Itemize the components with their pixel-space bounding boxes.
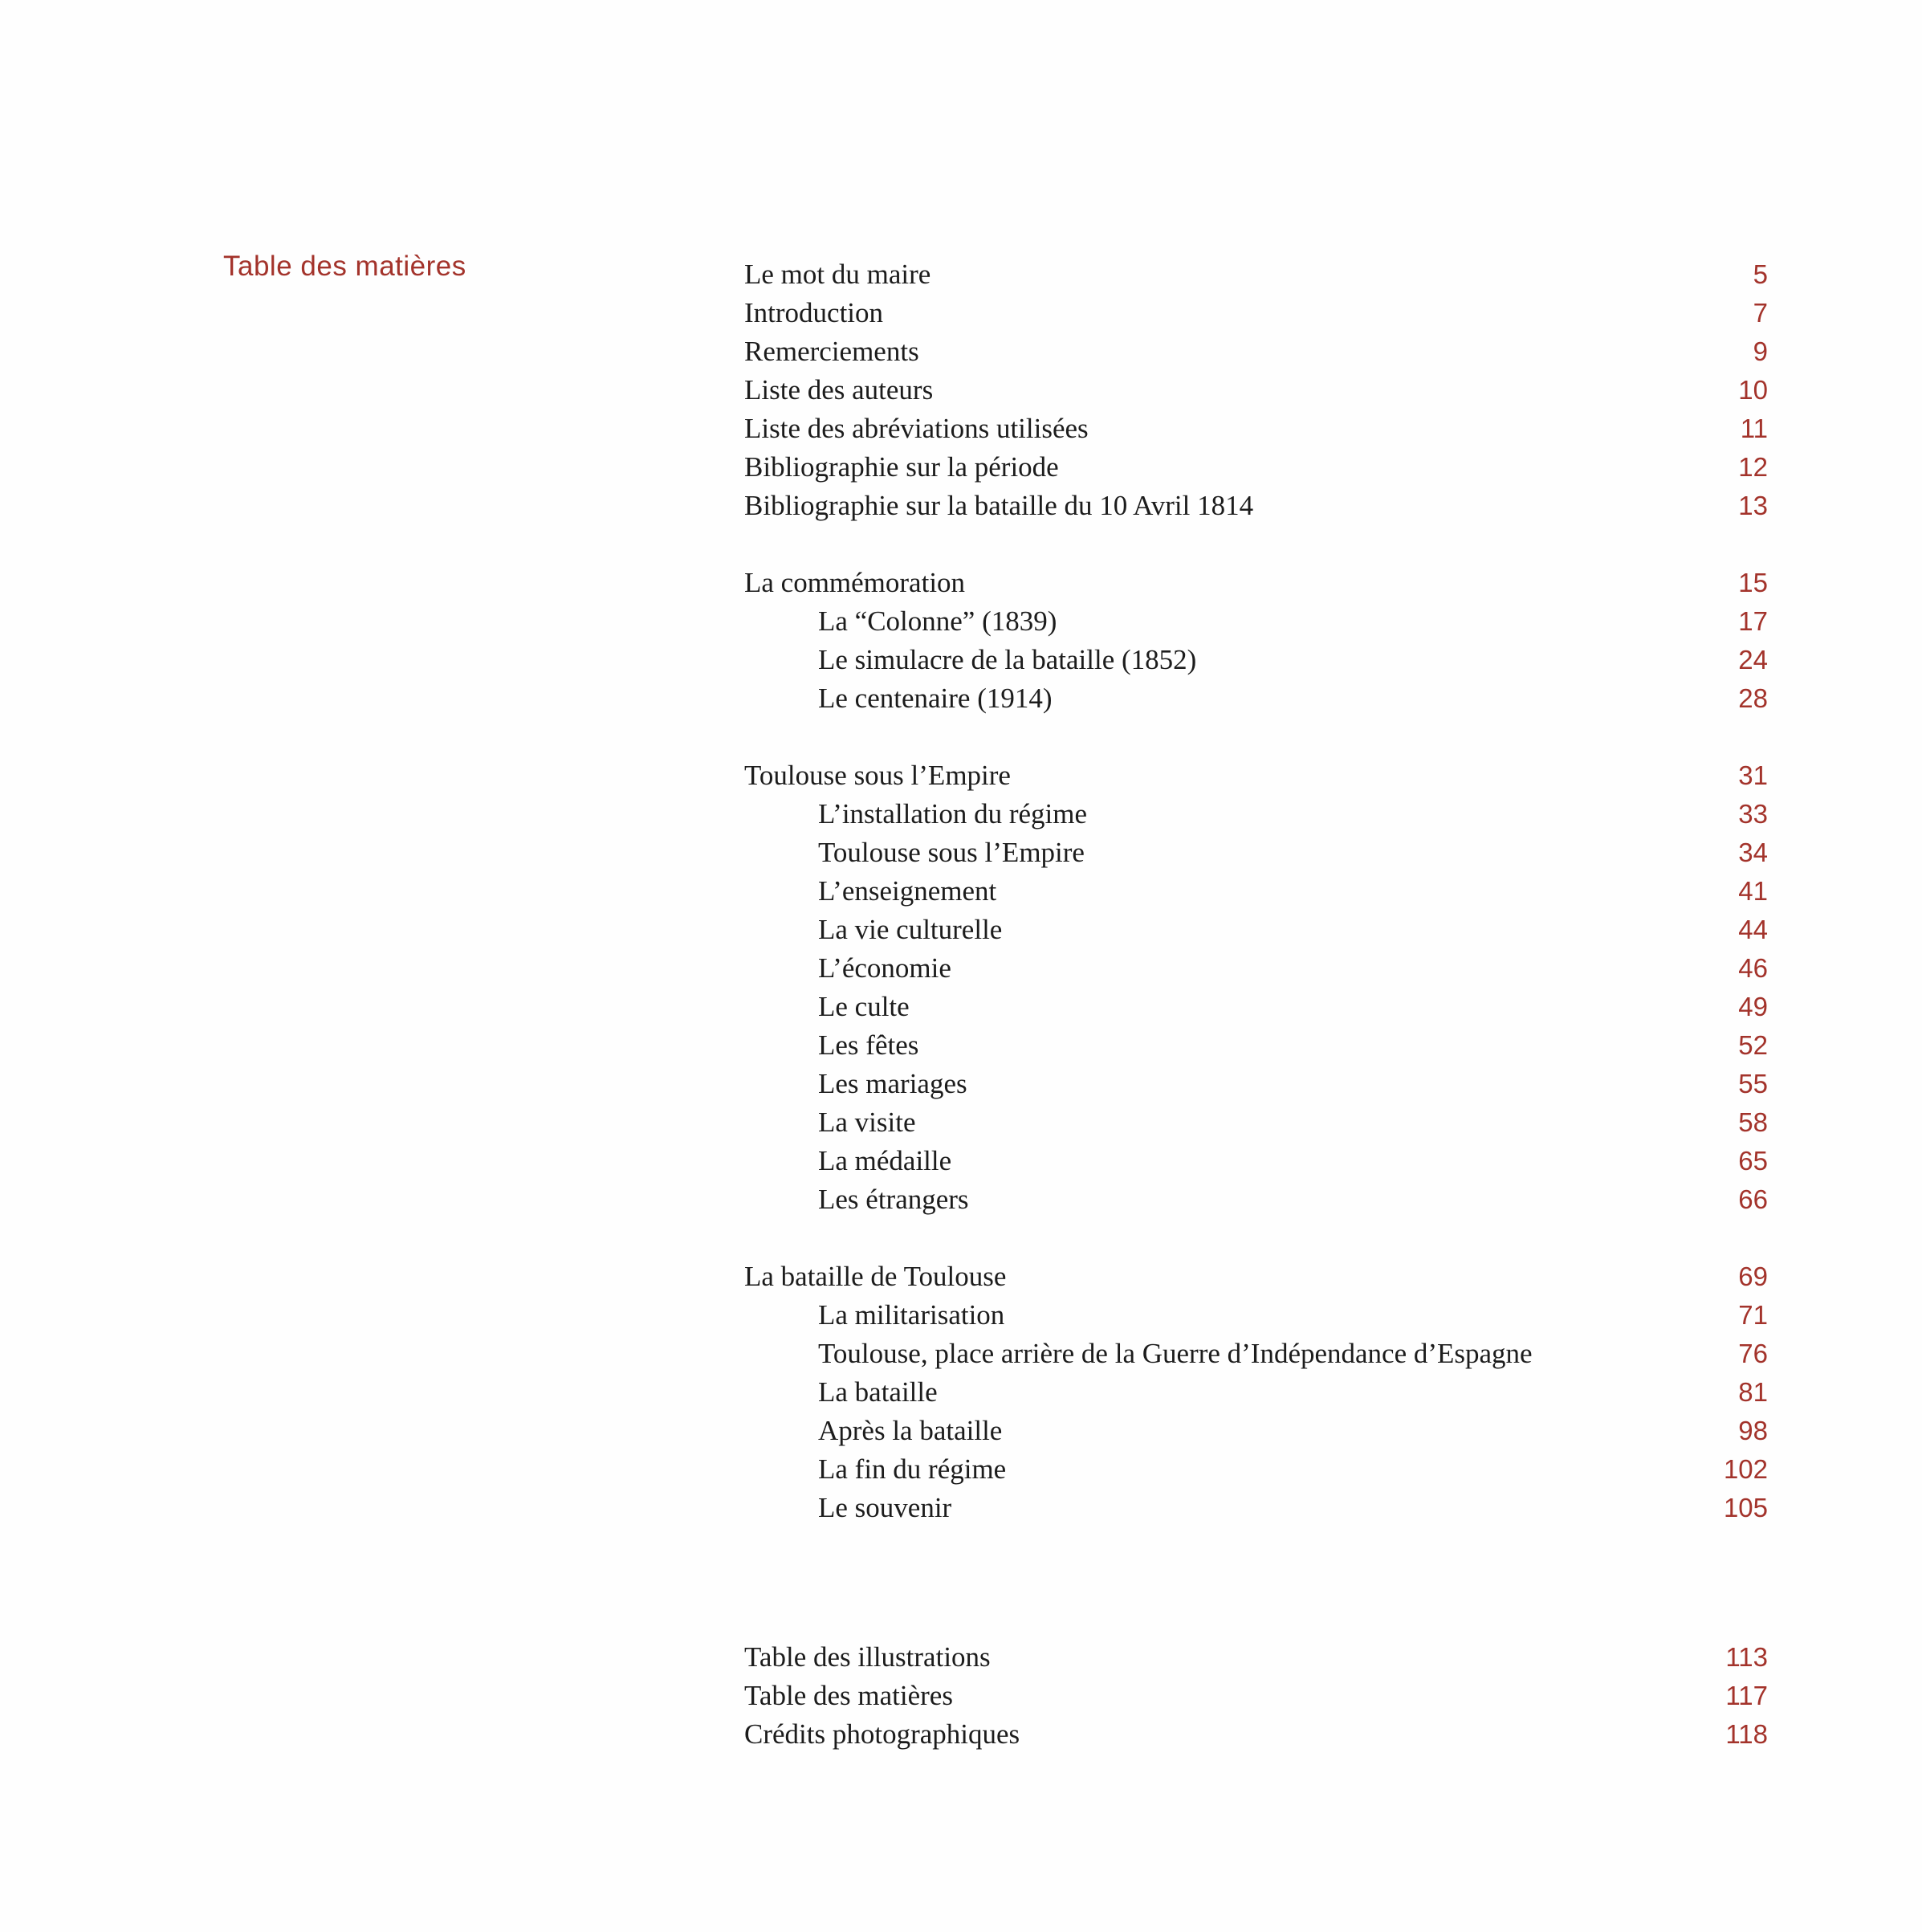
toc-entry-page-number: 58 — [1738, 1107, 1768, 1137]
toc-entry-label: Toulouse sous l’Empire — [818, 837, 1085, 868]
toc-entry-page-number: 34 — [1738, 838, 1768, 867]
toc-entry-page-number: 81 — [1738, 1377, 1768, 1407]
toc-entry-label: Remerciements — [744, 336, 919, 367]
toc-entry — [0, 448, 1922, 487]
toc-entry-page-number: 44 — [1738, 915, 1768, 944]
toc-entry — [0, 1257, 1922, 1296]
toc-entry-label: L’installation du régime — [818, 798, 1088, 829]
toc-entry-label: La militarisation — [818, 1299, 1005, 1331]
toc-entry-page-number: 118 — [1725, 1719, 1768, 1749]
toc-entry — [0, 1373, 1922, 1412]
toc-entry — [0, 1335, 1922, 1373]
toc-entry-label: Les fêtes — [818, 1029, 919, 1061]
toc-entry-label: Bibliographie sur la bataille du 10 Avril 1814 — [744, 490, 1254, 521]
toc-entry — [0, 255, 1922, 294]
toc-entry-page-number: 13 — [1738, 491, 1768, 520]
toc-entry-label: Table des illustrations — [744, 1641, 991, 1673]
toc-entry-page-number: 33 — [1738, 799, 1768, 829]
toc-entry-page-number: 11 — [1740, 414, 1768, 443]
toc-entry-label: Le souvenir — [818, 1492, 952, 1523]
toc-entry-page-number: 55 — [1738, 1069, 1768, 1098]
toc-entry-page-number: 28 — [1738, 683, 1768, 713]
toc-entry-page-number: 71 — [1738, 1300, 1768, 1330]
toc-entry-label: Crédits photographiques — [744, 1718, 1020, 1750]
toc-entry-label: La “Colonne” (1839) — [818, 605, 1057, 637]
toc-entry-label: Le mot du maire — [744, 259, 931, 290]
toc-entry-page-number: 12 — [1738, 452, 1768, 482]
toc-entry-label: Bibliographie sur la période — [744, 451, 1059, 483]
toc-entry-page-number: 10 — [1738, 375, 1768, 405]
toc-entry — [0, 410, 1922, 448]
toc-entry — [0, 487, 1922, 525]
toc-entry-page-number: 52 — [1738, 1030, 1768, 1060]
toc-entry-label: Liste des auteurs — [744, 374, 934, 406]
toc-entry-page-number: 31 — [1738, 760, 1768, 790]
toc-entry — [0, 872, 1922, 911]
toc-entry-label: Introduction — [744, 297, 884, 328]
toc-entry-page-number: 46 — [1738, 953, 1768, 983]
toc-entry — [0, 1412, 1922, 1450]
toc-entry-page-number: 102 — [1723, 1454, 1768, 1484]
toc-entry-label: Les mariages — [818, 1068, 967, 1099]
toc-entry-label: L’enseignement — [818, 875, 997, 907]
toc-entry — [0, 679, 1922, 718]
toc-entry-page-number: 69 — [1738, 1262, 1768, 1291]
toc-entry — [0, 1103, 1922, 1142]
toc-entry-page-number: 15 — [1738, 568, 1768, 597]
toc-entry-page-number: 7 — [1753, 298, 1768, 328]
toc-entry-page-number: 76 — [1738, 1339, 1768, 1368]
toc-entry-label: La fin du régime — [818, 1453, 1007, 1485]
toc-entry-label: Toulouse sous l’Empire — [744, 760, 1011, 791]
toc-entry-page-number: 17 — [1738, 606, 1768, 636]
toc-entry-label: La médaille — [818, 1145, 952, 1176]
toc-entry — [0, 1296, 1922, 1335]
toc-entry — [0, 1450, 1922, 1489]
toc-entry-page-number: 113 — [1725, 1642, 1768, 1672]
toc-entry — [0, 1638, 1922, 1677]
toc-entry-page-number: 105 — [1723, 1493, 1768, 1522]
toc-entry-label: La visite — [818, 1107, 916, 1138]
toc-entry-page-number: 98 — [1738, 1416, 1768, 1445]
toc-entry-label: Table des matières — [744, 1680, 953, 1711]
toc-entry — [0, 756, 1922, 795]
toc-entry-page-number: 117 — [1725, 1681, 1768, 1710]
toc-entry-label: Le culte — [818, 991, 910, 1022]
toc-entry — [0, 641, 1922, 679]
toc-entry-page-number: 41 — [1738, 876, 1768, 906]
toc-entry — [0, 1489, 1922, 1527]
toc-entry-page-number: 9 — [1753, 336, 1768, 366]
toc-entry-label: Liste des abréviations utilisées — [744, 413, 1089, 444]
toc-entry-page-number: 65 — [1738, 1146, 1768, 1176]
toc-entry-label: La bataille — [818, 1376, 938, 1408]
toc-entry — [0, 1026, 1922, 1065]
toc-entry — [0, 294, 1922, 332]
toc-entry-label: Après la bataille — [818, 1415, 1003, 1446]
toc-entry-label: Le simulacre de la bataille (1852) — [818, 644, 1197, 675]
toc-entry — [0, 1142, 1922, 1180]
toc-entry-page-number: 24 — [1738, 645, 1768, 675]
toc-entry-label: Toulouse, place arrière de la Guerre d’Indépendance d’Espagne — [818, 1338, 1533, 1369]
toc-entry — [0, 602, 1922, 641]
toc-entry-page-number: 5 — [1753, 259, 1768, 289]
toc-entry-page-number: 66 — [1738, 1184, 1768, 1214]
toc-entry — [0, 1677, 1922, 1715]
toc-entry-label: La bataille de Toulouse — [744, 1261, 1007, 1292]
toc-entry — [0, 911, 1922, 949]
toc-entry — [0, 795, 1922, 834]
toc-entry — [0, 988, 1922, 1026]
toc-entry — [0, 564, 1922, 602]
page-title: Table des matières — [223, 251, 466, 282]
toc-entry — [0, 1715, 1922, 1754]
toc-entry — [0, 949, 1922, 988]
toc-entry — [0, 371, 1922, 410]
toc-entry-page-number: 49 — [1738, 992, 1768, 1021]
toc-entry — [0, 1065, 1922, 1103]
toc-entry-label: La vie culturelle — [818, 914, 1003, 945]
toc-entry — [0, 834, 1922, 872]
toc-entry-label: La commémoration — [744, 567, 966, 598]
toc-entry — [0, 332, 1922, 371]
toc-entry-label: Le centenaire (1914) — [818, 683, 1053, 714]
toc-entry-label: Les étrangers — [818, 1184, 969, 1215]
toc-entry-label: L’économie — [818, 952, 951, 984]
toc-entry — [0, 1180, 1922, 1219]
